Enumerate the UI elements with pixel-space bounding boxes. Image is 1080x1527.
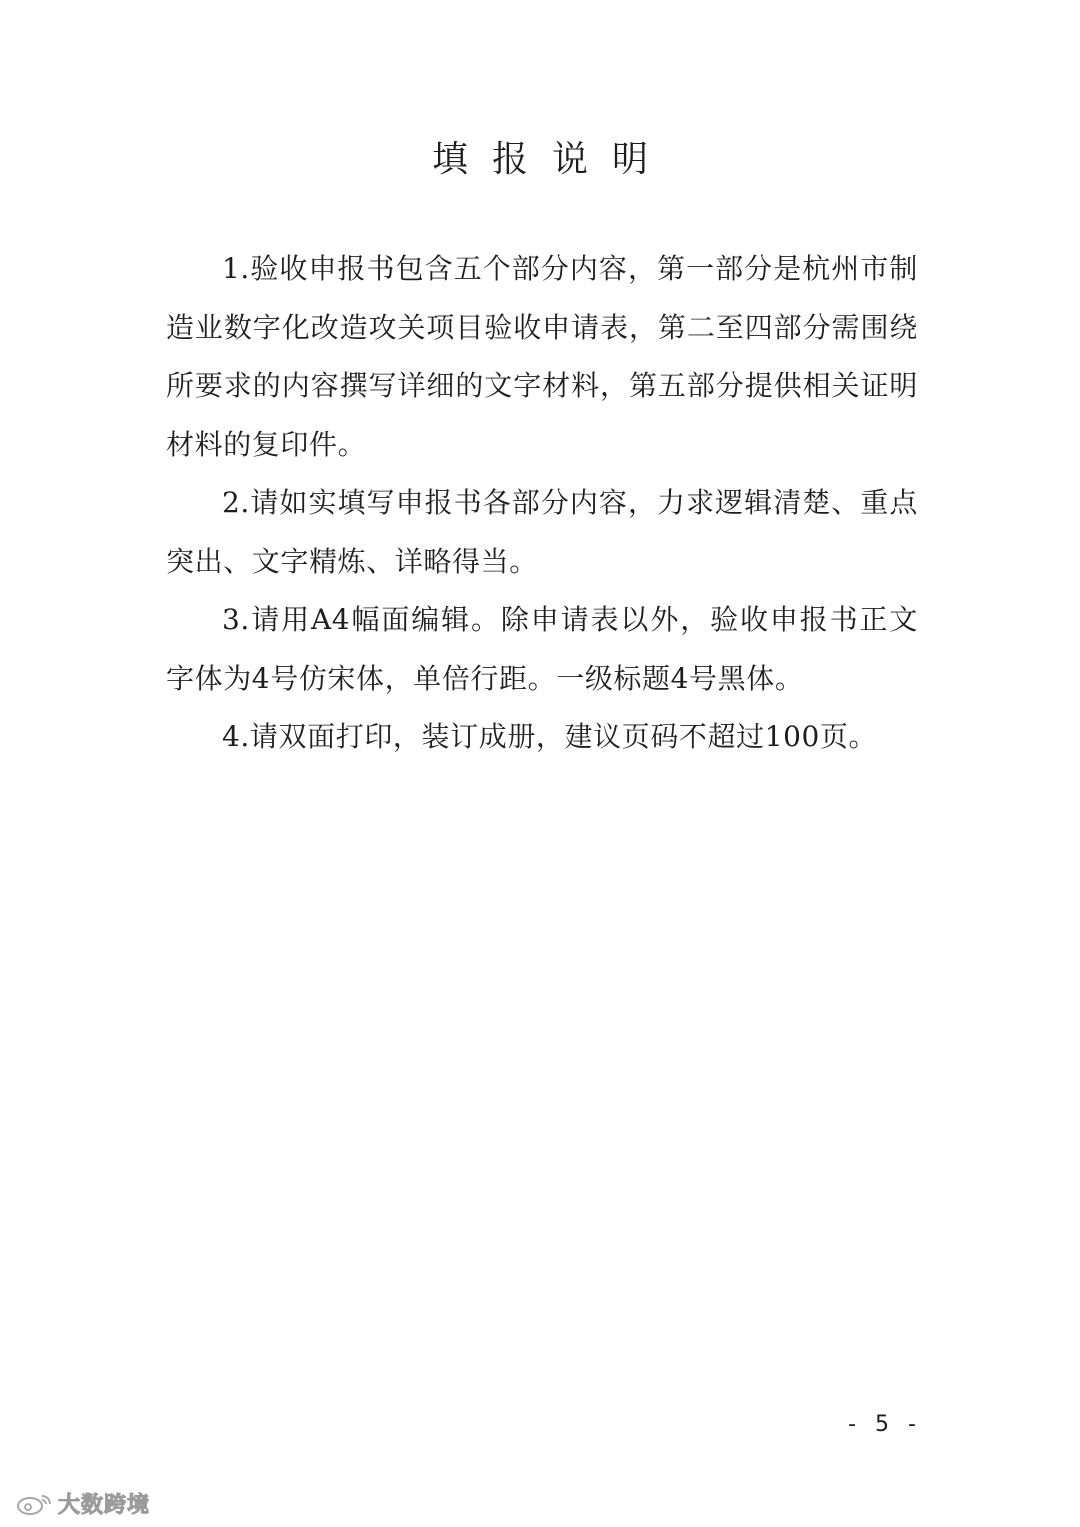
instruction-paragraph-1: 1.验收申报书包含五个部分内容，第一部分是杭州市制造业数字化改造攻关项目验收申请表，第二至四部分需围绕所要求的内容撰写详细的文字材料，第五部分提供相关证明材料的复印件。 (166, 252, 918, 461)
watermark-text: 大数跨境 (58, 1493, 151, 1518)
instruction-paragraph-3: 3.请用A4幅面编辑。除申请表以外，验收申报书正文字体为4号仿宋体，单倍行距。一级标题4号黑体。 (166, 603, 918, 695)
weibo-logo-icon (14, 1492, 54, 1516)
page-title: 填报说明 (431, 139, 672, 180)
instruction-paragraph-2: 2.请如实填写申报书各部分内容，力求逻辑清楚、重点突出、文字精炼、详略得当。 (166, 486, 918, 578)
instructions-body (166, 240, 918, 767)
watermark (14, 1488, 150, 1519)
page-number: - 5 - (848, 1412, 922, 1437)
instruction-paragraph-4: 4.请双面打印，装订成册，建议页码不超过100页。 (222, 720, 878, 753)
